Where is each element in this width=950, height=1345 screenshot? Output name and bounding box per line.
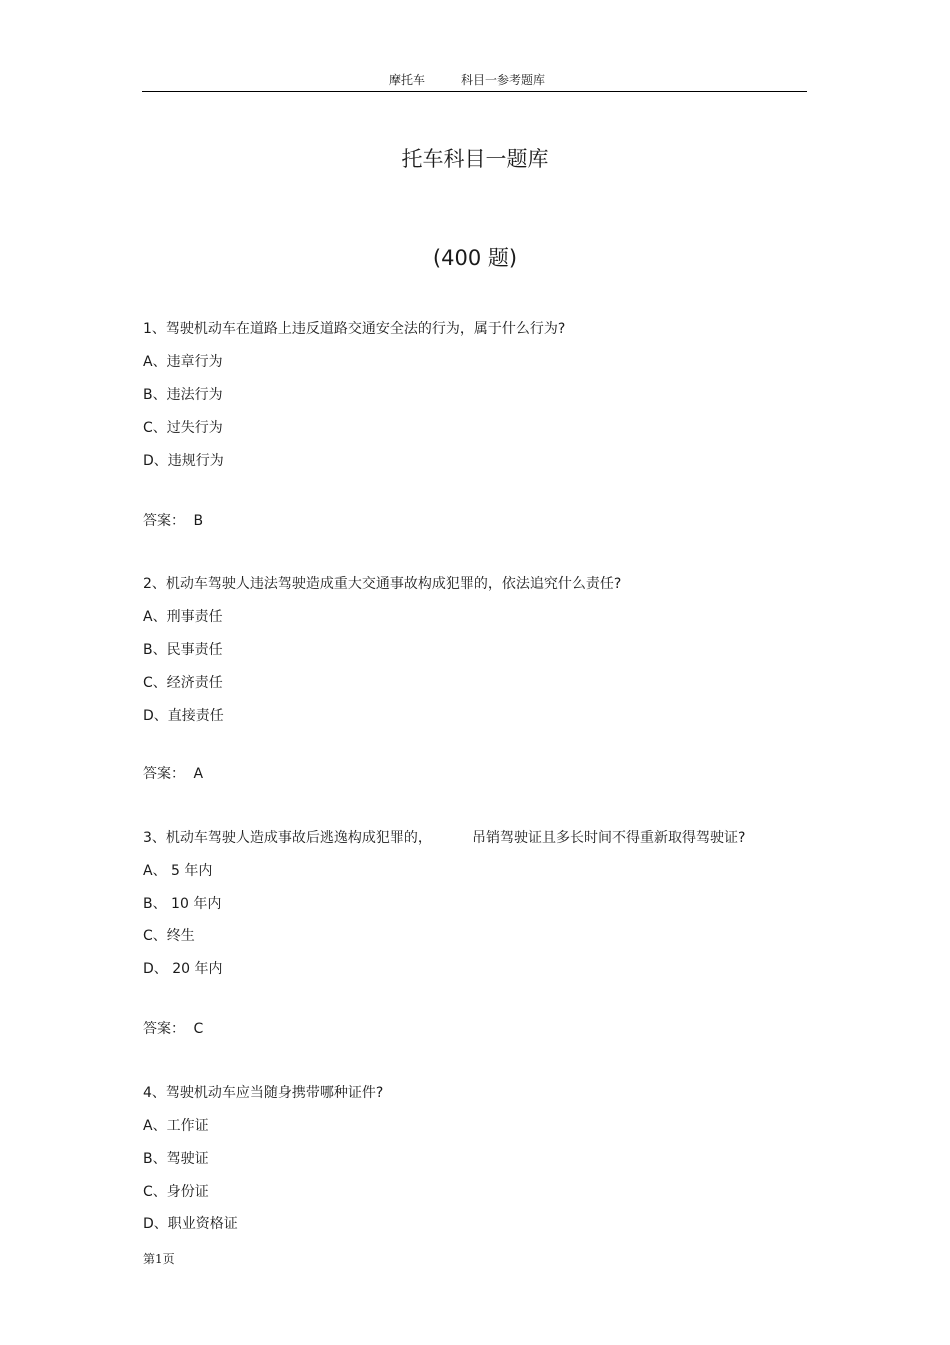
question-stem: 4、驾驶机动车应当随身携带哪种证件? bbox=[143, 1085, 384, 1101]
option-b: B、 10 年内 bbox=[143, 896, 222, 912]
answer-value: C bbox=[193, 1021, 204, 1037]
answer-label: 答案： bbox=[143, 513, 185, 529]
option-c: C、过失行为 bbox=[143, 420, 223, 436]
page-number: 第1页 bbox=[143, 1252, 175, 1266]
option-a: A、 5 年内 bbox=[143, 863, 213, 879]
option-d: D、职业资格证 bbox=[143, 1216, 238, 1232]
header-rule bbox=[142, 91, 807, 92]
answer-value: B bbox=[193, 513, 204, 529]
question-stem: 3、机动车驾驶人造成事故后逃逸构成犯罪的， bbox=[143, 830, 432, 846]
header-right: 科目一参考题库 bbox=[461, 73, 546, 87]
question-stem-tail: 吊销驾驶证且多长时间不得重新取得驾驶证? bbox=[472, 830, 746, 846]
option-c: C、身份证 bbox=[143, 1184, 209, 1200]
option-d: D、违规行为 bbox=[143, 453, 224, 469]
answer-label: 答案： bbox=[143, 766, 185, 782]
option-c: C、终生 bbox=[143, 928, 195, 944]
option-b: B、违法行为 bbox=[143, 387, 223, 403]
question-stem: 2、机动车驾驶人违法驾驶造成重大交通事故构成犯罪的，依法追究什么责任? bbox=[143, 576, 622, 592]
answer-label: 答案： bbox=[143, 1021, 185, 1037]
question-stem: 1、驾驶机动车在道路上违反道路交通安全法的行为，属于什么行为? bbox=[143, 321, 566, 337]
option-b: B、驾驶证 bbox=[143, 1151, 209, 1167]
answer-value: A bbox=[193, 766, 204, 782]
header-left: 摩托车 bbox=[389, 73, 426, 87]
option-a: A、工作证 bbox=[143, 1118, 209, 1134]
option-d: D、直接责任 bbox=[143, 708, 224, 724]
document-subtitle: (400 题) bbox=[432, 246, 518, 270]
option-d: D、 20 年内 bbox=[143, 961, 223, 977]
answer bbox=[143, 1018, 203, 1038]
answer bbox=[143, 763, 203, 783]
option-c: C、经济责任 bbox=[143, 675, 223, 691]
option-a: A、违章行为 bbox=[143, 354, 223, 370]
document-title: 托车科目一题库 bbox=[401, 147, 549, 171]
answer bbox=[143, 510, 203, 530]
option-b: B、民事责任 bbox=[143, 642, 223, 658]
option-a: A、刑事责任 bbox=[143, 609, 223, 625]
